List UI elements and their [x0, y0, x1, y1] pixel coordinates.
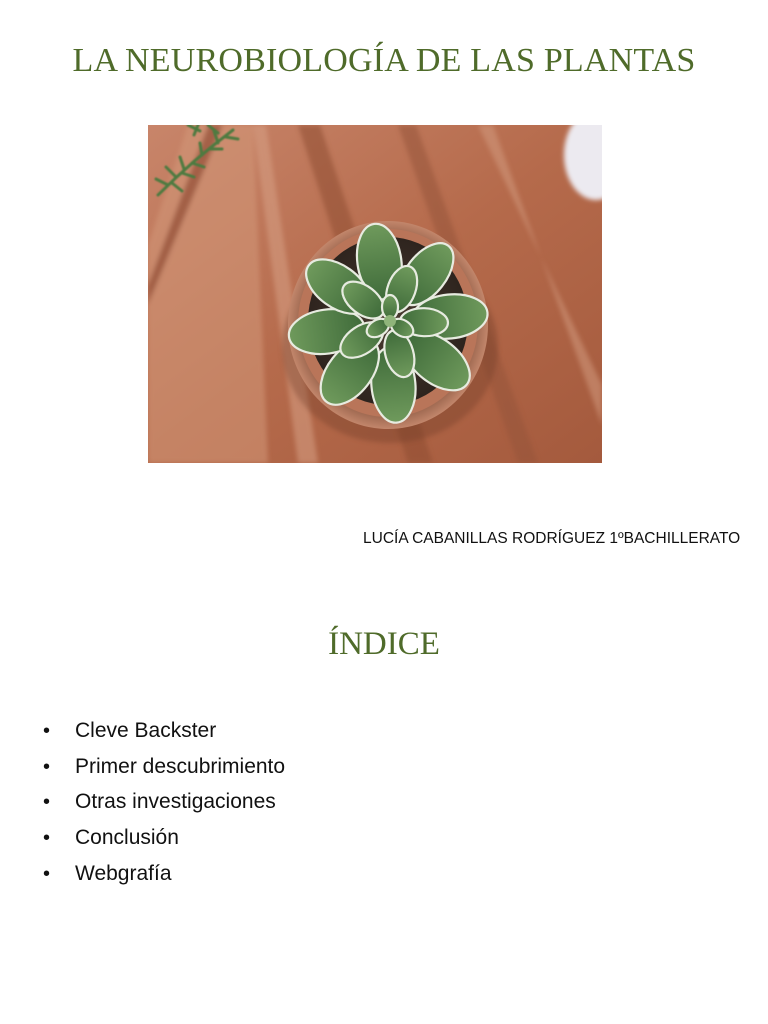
- bullet: •: [43, 862, 51, 885]
- bullet: •: [43, 791, 51, 814]
- bullet: •: [43, 827, 51, 850]
- bullet: •: [43, 755, 51, 778]
- list-item-label: Primer descubrimiento: [75, 754, 286, 778]
- slide-title: LA NEUROBIOLOGÍA DE LAS PLANTAS: [72, 42, 696, 79]
- author-caption: LUCÍA CABANILLAS RODRÍGUEZ 1ºBACHILLERATO: [363, 530, 741, 547]
- list-item: [43, 856, 285, 892]
- list-item-label: Conclusión: [75, 826, 179, 850]
- list-item-label: Webgrafía: [75, 861, 172, 885]
- index-list: [43, 713, 285, 891]
- index-title: ÍNDICE: [328, 626, 440, 662]
- succulent-photo: [148, 125, 602, 463]
- list-item: [43, 820, 285, 856]
- list-item-label: Otras investigaciones: [75, 790, 276, 814]
- list-item: [43, 784, 285, 820]
- bullet: •: [43, 720, 51, 742]
- list-item: [43, 749, 285, 785]
- list-item-label: Cleve Backster: [75, 719, 217, 742]
- list-item: [43, 713, 285, 749]
